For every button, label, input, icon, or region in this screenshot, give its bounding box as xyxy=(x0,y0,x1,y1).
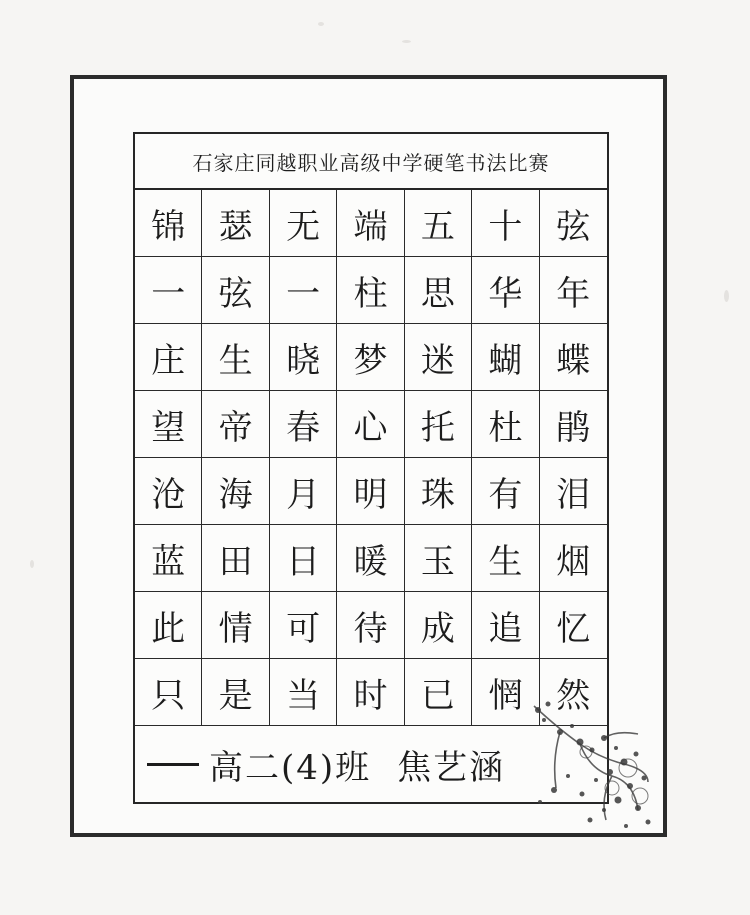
character-cell: 泪 xyxy=(540,458,607,525)
character-cell: 华 xyxy=(472,257,539,324)
character-cell: 追 xyxy=(472,592,539,659)
character-cell: 柱 xyxy=(337,257,404,324)
paper-speck xyxy=(318,22,324,26)
character-cell: 思 xyxy=(405,257,472,324)
student-name: 焦艺涵 xyxy=(397,747,506,788)
character-cell: 成 xyxy=(405,592,472,659)
character-cell: 明 xyxy=(337,458,404,525)
character-cell: 锦 xyxy=(135,190,202,257)
character-cell: 已 xyxy=(405,659,472,726)
character-cell: 十 xyxy=(472,190,539,257)
character-cell: 一 xyxy=(270,257,337,324)
character-cell: 然 xyxy=(540,659,607,726)
character-cell: 玉 xyxy=(405,525,472,592)
character-cell: 心 xyxy=(337,391,404,458)
character-cell: 鹃 xyxy=(540,391,607,458)
character-cell: 海 xyxy=(202,458,269,525)
character-cell: 沧 xyxy=(135,458,202,525)
character-cell: 梦 xyxy=(337,324,404,391)
character-cell: 日 xyxy=(270,525,337,592)
character-cell: 瑟 xyxy=(202,190,269,257)
character-cell: 迷 xyxy=(405,324,472,391)
character-cell: 待 xyxy=(337,592,404,659)
character-cell: 暖 xyxy=(337,525,404,592)
character-cell: 蓝 xyxy=(135,525,202,592)
character-cell: 晓 xyxy=(270,324,337,391)
character-cell: 望 xyxy=(135,391,202,458)
character-cell: 田 xyxy=(202,525,269,592)
character-cell: 春 xyxy=(270,391,337,458)
character-cell: 有 xyxy=(472,458,539,525)
character-cell: 托 xyxy=(405,391,472,458)
character-cell: 烟 xyxy=(540,525,607,592)
character-cell: 弦 xyxy=(202,257,269,324)
character-cell: 蝴 xyxy=(472,324,539,391)
character-cell: 年 xyxy=(540,257,607,324)
character-cell: 只 xyxy=(135,659,202,726)
character-cell: 帝 xyxy=(202,391,269,458)
paper-speck xyxy=(402,40,411,43)
character-cell: 是 xyxy=(202,659,269,726)
character-cell: 弦 xyxy=(540,190,607,257)
dash-mark xyxy=(147,763,199,766)
character-cell: 可 xyxy=(270,592,337,659)
character-cell: 此 xyxy=(135,592,202,659)
character-cell: 惘 xyxy=(472,659,539,726)
character-cell: 五 xyxy=(405,190,472,257)
character-cell: 珠 xyxy=(405,458,472,525)
class-label: 高二(4)班 xyxy=(209,747,372,788)
character-cell: 生 xyxy=(202,324,269,391)
character-cell: 端 xyxy=(337,190,404,257)
flower-stamp xyxy=(520,690,660,835)
character-cell: 当 xyxy=(270,659,337,726)
character-cell: 庄 xyxy=(135,324,202,391)
character-cell: 生 xyxy=(472,525,539,592)
character-cell: 一 xyxy=(135,257,202,324)
character-cell: 时 xyxy=(337,659,404,726)
paper-speck xyxy=(30,560,34,568)
character-cell: 忆 xyxy=(540,592,607,659)
character-cell: 无 xyxy=(270,190,337,257)
character-cell: 月 xyxy=(270,458,337,525)
character-cell: 蝶 xyxy=(540,324,607,391)
character-cell: 杜 xyxy=(472,391,539,458)
paper-speck xyxy=(724,290,729,302)
character-grid xyxy=(135,190,607,726)
sheet-title: 石家庄同越职业高级中学硬笔书法比赛 xyxy=(135,134,607,190)
character-cell: 情 xyxy=(202,592,269,659)
